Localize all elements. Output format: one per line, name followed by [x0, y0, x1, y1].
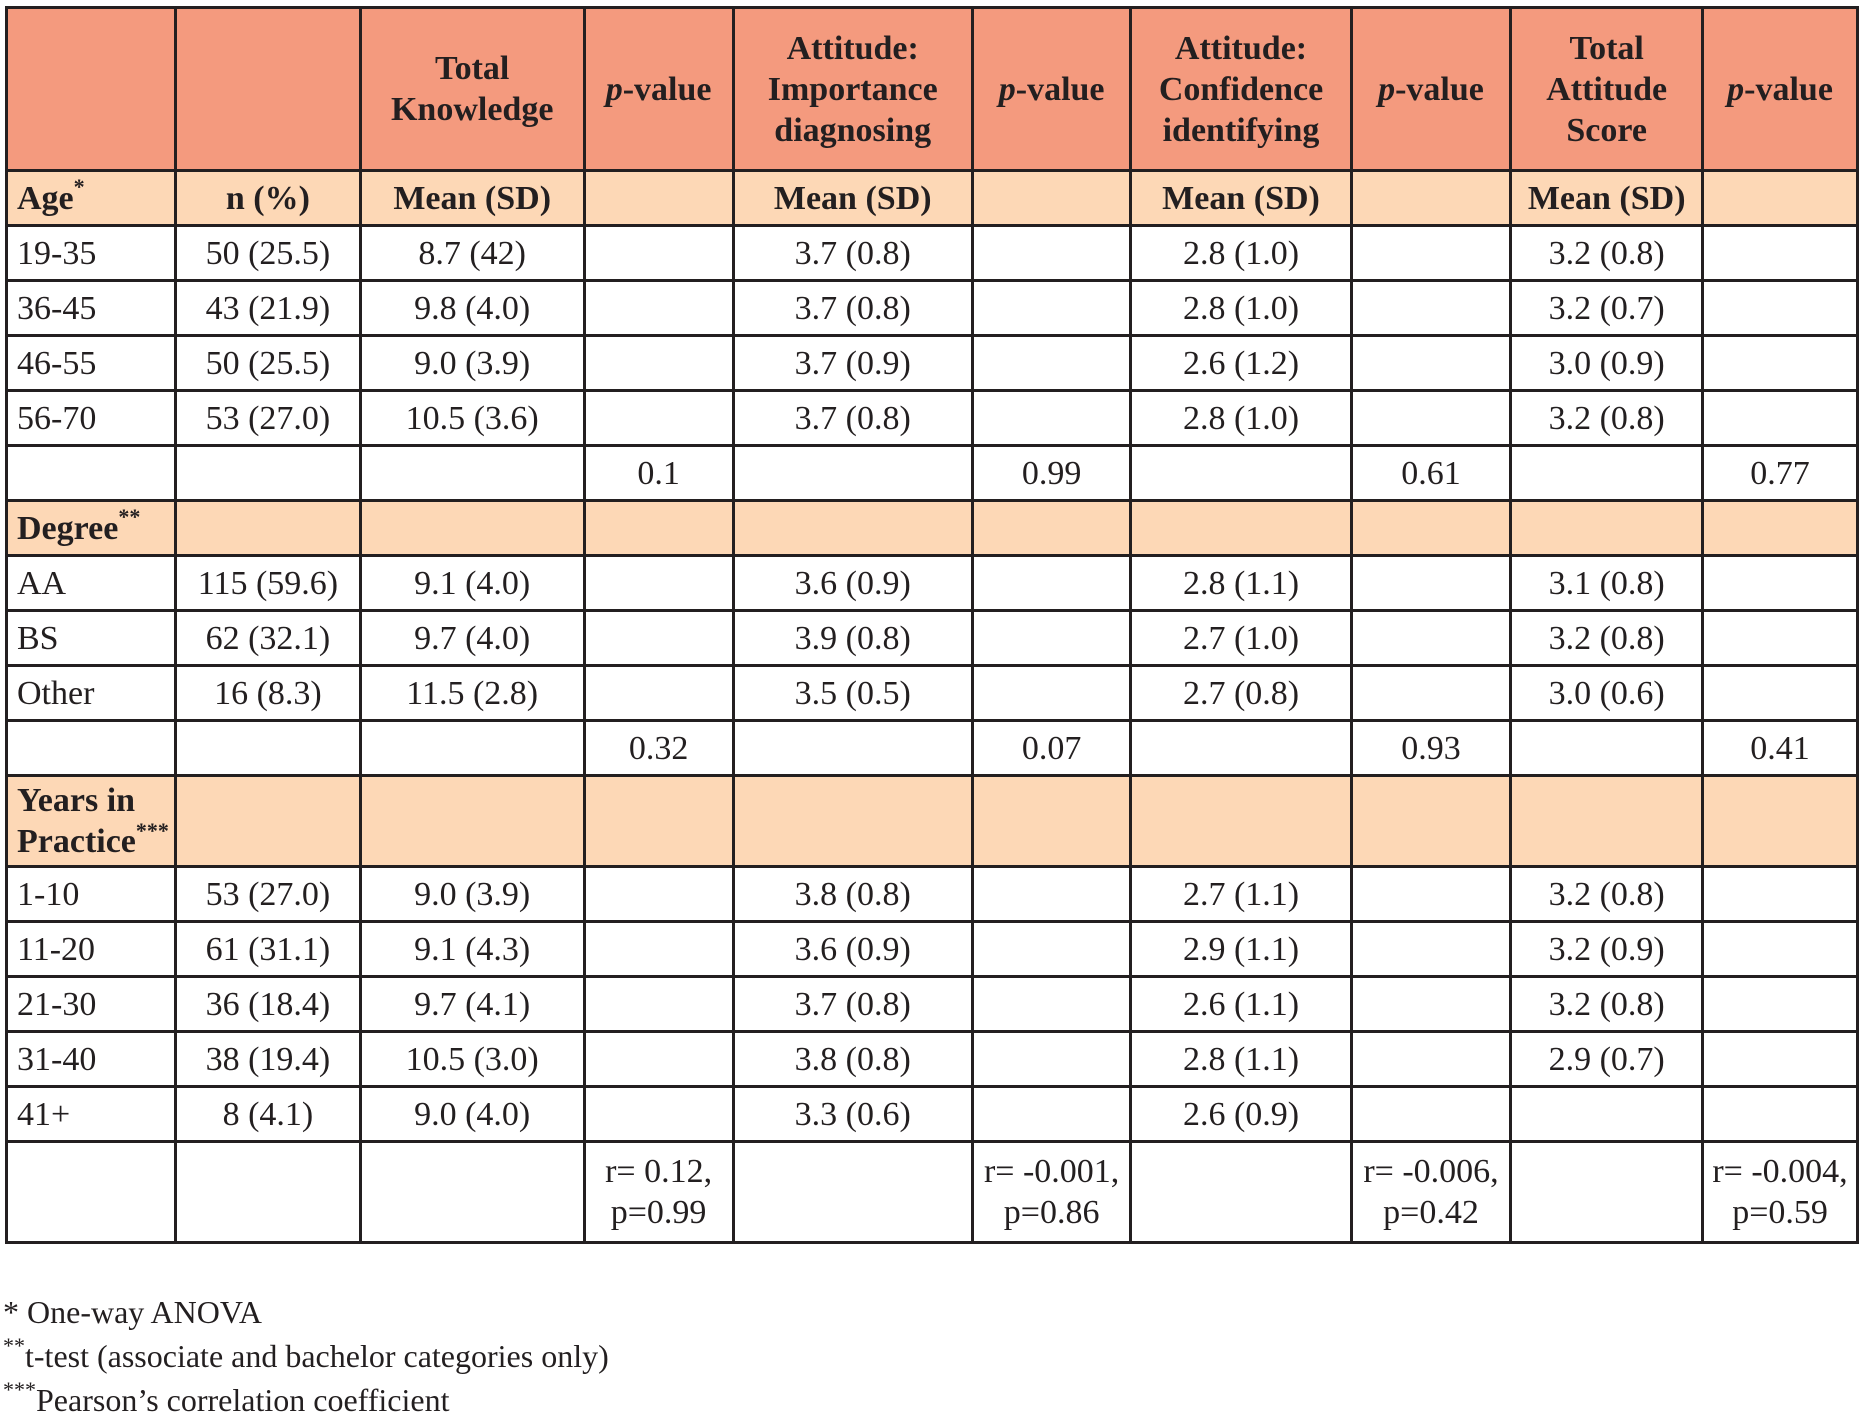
cell-confidence: 2.8 (1.0) [1131, 226, 1351, 281]
subheader-mean-sd-confidence: Mean (SD) [1131, 171, 1351, 226]
footnote-2-text: t-test (associate and bachelor categories only) [25, 1338, 609, 1374]
cell-knowledge: 9.0 (4.0) [360, 1087, 584, 1142]
cell-blank [1351, 391, 1511, 446]
cell-importance: 3.6 (0.9) [733, 556, 972, 611]
degree-p-importance: 0.07 [972, 721, 1130, 776]
degree-p-attitude: 0.41 [1703, 721, 1858, 776]
cell-blank [972, 391, 1130, 446]
age-row [7, 281, 1858, 336]
cell-blank [584, 666, 733, 721]
cell-confidence: 2.6 (0.9) [1131, 1087, 1351, 1142]
cell-attitude: 3.0 (0.9) [1511, 336, 1703, 391]
cell-blank [972, 666, 1130, 721]
cell-importance: 3.8 (0.8) [733, 867, 972, 922]
header-pvalue-4 [1703, 8, 1858, 171]
cell-blank [1703, 1087, 1858, 1142]
pvalue-p: p [1727, 70, 1745, 108]
footnote-2 [3, 1334, 609, 1378]
cell-n-pct: 61 (31.1) [176, 922, 361, 977]
cell-blank [1351, 1087, 1511, 1142]
cell-importance: 3.8 (0.8) [733, 1032, 972, 1087]
header-importance: Attitude: Importance diagnosing [733, 8, 972, 171]
cell-blank [1351, 336, 1511, 391]
pvalue-rest: -value [1744, 70, 1833, 108]
row-label: Other [7, 666, 176, 721]
cell-n-pct: 50 (25.5) [176, 336, 361, 391]
cell-blank [584, 977, 733, 1032]
pvalue-p: p [605, 70, 623, 108]
cell-n-pct: 53 (27.0) [176, 867, 361, 922]
cell-blank [1351, 556, 1511, 611]
section-degree-label [7, 501, 176, 556]
cell-knowledge: 10.5 (3.0) [360, 1032, 584, 1087]
cell-blank [584, 281, 733, 336]
cell-blank [584, 1032, 733, 1087]
cell-blank [1703, 556, 1858, 611]
cell-importance: 3.7 (0.8) [733, 391, 972, 446]
section-age-label [7, 171, 176, 226]
subheader-mean-sd-attitude: Mean (SD) [1511, 171, 1703, 226]
age-row [7, 391, 1858, 446]
row-label: 31-40 [7, 1032, 176, 1087]
cell-blank [1703, 977, 1858, 1032]
cell-blank [1351, 1032, 1511, 1087]
cell-blank [972, 1087, 1130, 1142]
row-label: 46-55 [7, 336, 176, 391]
cell-n-pct: 62 (32.1) [176, 611, 361, 666]
cell-blank [584, 867, 733, 922]
cell-importance: 3.9 (0.8) [733, 611, 972, 666]
cell-importance: 3.7 (0.8) [733, 281, 972, 336]
cell-n-pct: 16 (8.3) [176, 666, 361, 721]
cell-blank [1351, 226, 1511, 281]
cell-blank [1703, 336, 1858, 391]
pvalue-p: p [998, 70, 1016, 108]
footnotes [3, 1290, 609, 1422]
years-row [7, 1032, 1858, 1087]
cell-blank [1351, 867, 1511, 922]
degree-label-text: Degree [17, 509, 119, 547]
years-rows [7, 867, 1858, 1142]
cell-blank [972, 1032, 1130, 1087]
age-p-attitude: 0.77 [1703, 446, 1858, 501]
cell-confidence: 2.8 (1.1) [1131, 1032, 1351, 1087]
row-label: 36-45 [7, 281, 176, 336]
cell-blank [972, 281, 1130, 336]
subheader-blank [972, 171, 1130, 226]
cell-knowledge: 8.7 (42) [360, 226, 584, 281]
age-p-knowledge: 0.1 [584, 446, 733, 501]
cell-blank [1703, 226, 1858, 281]
cell-attitude: 3.2 (0.8) [1511, 391, 1703, 446]
degree-row [7, 611, 1858, 666]
age-footnote-mark: * [73, 174, 85, 200]
row-label: 19-35 [7, 226, 176, 281]
pvalue-rest: -value [1015, 70, 1105, 108]
years-p-attitude: r= -0.004, p=0.59 [1703, 1142, 1858, 1243]
subheader-blank [1703, 171, 1858, 226]
cell-blank [1351, 977, 1511, 1032]
years-p-knowledge: r= 0.12, p=0.99 [584, 1142, 733, 1243]
cell-n-pct: 50 (25.5) [176, 226, 361, 281]
cell-knowledge: 9.0 (3.9) [360, 867, 584, 922]
cell-attitude: 3.2 (0.8) [1511, 867, 1703, 922]
years-row [7, 1087, 1858, 1142]
age-pvalue-row [7, 446, 1858, 501]
footnote-1-text: One-way ANOVA [19, 1294, 262, 1330]
cell-attitude: 3.2 (0.9) [1511, 922, 1703, 977]
cell-confidence: 2.6 (1.2) [1131, 336, 1351, 391]
cell-blank [1703, 1032, 1858, 1087]
degree-footnote-mark: ** [118, 504, 141, 530]
row-label: AA [7, 556, 176, 611]
cell-importance: 3.3 (0.6) [733, 1087, 972, 1142]
cell-blank [1703, 281, 1858, 336]
cell-blank [972, 611, 1130, 666]
cell-confidence: 2.6 (1.1) [1131, 977, 1351, 1032]
header-total-attitude: Total Attitude Score [1511, 8, 1703, 171]
years-row [7, 922, 1858, 977]
cell-confidence: 2.9 (1.1) [1131, 922, 1351, 977]
header-pvalue-1 [584, 8, 733, 171]
cell-blank [1703, 391, 1858, 446]
subheader-mean-sd-knowledge: Mean (SD) [360, 171, 584, 226]
results-table [5, 6, 1859, 1244]
cell-blank [972, 556, 1130, 611]
row-label: 11-20 [7, 922, 176, 977]
header-row [7, 8, 1858, 171]
header-pvalue-3 [1351, 8, 1511, 171]
cell-confidence: 2.8 (1.0) [1131, 391, 1351, 446]
cell-knowledge: 9.1 (4.0) [360, 556, 584, 611]
header-pvalue-2 [972, 8, 1130, 171]
years-label-text: Years in Practice [17, 782, 136, 860]
row-label: 41+ [7, 1087, 176, 1142]
cell-importance: 3.5 (0.5) [733, 666, 972, 721]
cell-confidence: 2.8 (1.0) [1131, 281, 1351, 336]
age-p-importance: 0.99 [972, 446, 1130, 501]
cell-importance: 3.7 (0.8) [733, 977, 972, 1032]
cell-confidence: 2.7 (1.1) [1131, 867, 1351, 922]
degree-p-confidence: 0.93 [1351, 721, 1511, 776]
row-label: 56-70 [7, 391, 176, 446]
row-label: 1-10 [7, 867, 176, 922]
header-confidence: Attitude: Confidence identifying [1131, 8, 1351, 171]
cell-attitude: 3.2 (0.7) [1511, 281, 1703, 336]
degree-row [7, 666, 1858, 721]
cell-blank [972, 226, 1130, 281]
cell-blank [972, 922, 1130, 977]
cell-blank [1703, 922, 1858, 977]
cell-blank [584, 1087, 733, 1142]
cell-blank [584, 226, 733, 281]
years-p-confidence: r= -0.006, p=0.42 [1351, 1142, 1511, 1243]
years-p-importance: r= -0.001, p=0.86 [972, 1142, 1130, 1243]
degree-pvalue-row [7, 721, 1858, 776]
cell-n-pct: 36 (18.4) [176, 977, 361, 1032]
section-years-row [7, 776, 1858, 867]
cell-confidence: 2.7 (1.0) [1131, 611, 1351, 666]
degree-rows [7, 556, 1858, 721]
footnote-3 [3, 1378, 609, 1422]
subheader-mean-sd-importance: Mean (SD) [733, 171, 972, 226]
pvalue-p: p [1378, 70, 1396, 108]
cell-blank [972, 977, 1130, 1032]
years-pvalue-row [7, 1142, 1858, 1243]
years-row [7, 977, 1858, 1032]
cell-blank [972, 336, 1130, 391]
cell-n-pct: 115 (59.6) [176, 556, 361, 611]
years-footnote-mark: *** [135, 817, 169, 843]
age-row [7, 226, 1858, 281]
footnote-2-mark: ** [3, 1333, 25, 1359]
cell-blank [972, 867, 1130, 922]
row-label: BS [7, 611, 176, 666]
cell-attitude: 2.9 (0.7) [1511, 1032, 1703, 1087]
degree-p-knowledge: 0.32 [584, 721, 733, 776]
cell-knowledge: 9.0 (3.9) [360, 336, 584, 391]
cell-importance: 3.6 (0.9) [733, 922, 972, 977]
cell-blank [1351, 666, 1511, 721]
cell-knowledge: 10.5 (3.6) [360, 391, 584, 446]
years-row [7, 867, 1858, 922]
pvalue-rest: -value [622, 70, 712, 108]
cell-importance: 3.7 (0.9) [733, 336, 972, 391]
cell-blank [584, 336, 733, 391]
cell-attitude: 3.0 (0.6) [1511, 666, 1703, 721]
section-degree-row [7, 501, 1858, 556]
cell-attitude [1511, 1087, 1703, 1142]
subheader-n-pct: n (%) [176, 171, 361, 226]
header-blank-2 [176, 8, 361, 171]
cell-n-pct: 38 (19.4) [176, 1032, 361, 1087]
cell-blank [1351, 281, 1511, 336]
age-rows [7, 226, 1858, 446]
cell-confidence: 2.7 (0.8) [1131, 666, 1351, 721]
cell-attitude: 3.2 (0.8) [1511, 611, 1703, 666]
results-table-container [5, 6, 1859, 1244]
cell-blank [584, 556, 733, 611]
cell-knowledge: 9.1 (4.3) [360, 922, 584, 977]
cell-blank [584, 922, 733, 977]
cell-importance: 3.7 (0.8) [733, 226, 972, 281]
cell-knowledge: 9.7 (4.1) [360, 977, 584, 1032]
degree-row [7, 556, 1858, 611]
cell-blank [584, 611, 733, 666]
row-label: 21-30 [7, 977, 176, 1032]
subheader-blank [584, 171, 733, 226]
cell-n-pct: 43 (21.9) [176, 281, 361, 336]
header-blank-1 [7, 8, 176, 171]
cell-knowledge: 9.7 (4.0) [360, 611, 584, 666]
cell-attitude: 3.2 (0.8) [1511, 977, 1703, 1032]
cell-n-pct: 53 (27.0) [176, 391, 361, 446]
cell-blank [1351, 922, 1511, 977]
cell-n-pct: 8 (4.1) [176, 1087, 361, 1142]
header-total-knowledge: Total Knowledge [360, 8, 584, 171]
cell-blank [1703, 611, 1858, 666]
cell-blank [1703, 867, 1858, 922]
age-row [7, 336, 1858, 391]
section-years-label [7, 776, 176, 867]
footnote-1 [3, 1290, 609, 1334]
age-label-text: Age [17, 179, 74, 217]
cell-attitude: 3.1 (0.8) [1511, 556, 1703, 611]
cell-blank [1351, 611, 1511, 666]
subheader-row [7, 171, 1858, 226]
cell-blank [1703, 666, 1858, 721]
cell-confidence: 2.8 (1.1) [1131, 556, 1351, 611]
cell-knowledge: 9.8 (4.0) [360, 281, 584, 336]
age-p-confidence: 0.61 [1351, 446, 1511, 501]
footnote-3-text: Pearson’s correlation coefficient [36, 1382, 450, 1418]
cell-blank [584, 391, 733, 446]
footnote-1-mark: * [3, 1294, 19, 1330]
footnote-3-mark: *** [3, 1377, 36, 1403]
subheader-blank [1351, 171, 1511, 226]
cell-knowledge: 11.5 (2.8) [360, 666, 584, 721]
pvalue-rest: -value [1395, 70, 1484, 108]
cell-attitude: 3.2 (0.8) [1511, 226, 1703, 281]
